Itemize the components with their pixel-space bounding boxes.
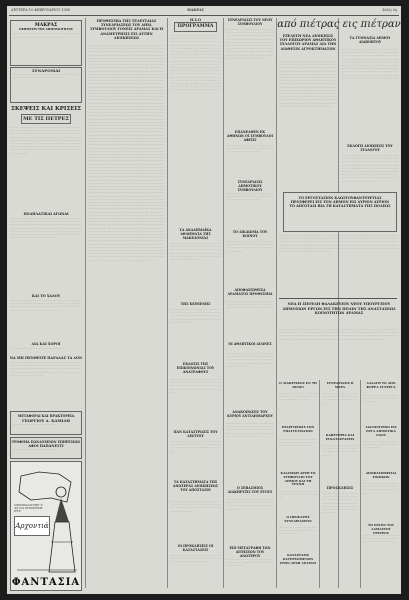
sub-column-c [363,382,399,590]
headline-president: Ο ΠΡΟΕΔΡΟΣ ΣΥΝΕΔΡΙΑΣΕΩΝ [284,515,312,523]
headline-gymnasium: ΤΑ ΓΥΜΝΑΣΙΑ ΔΗΜΟΥ ΔΙΑΒΟΗΤΟΥ [349,36,391,44]
section-script-heading: από πιέτρας εις πιέτραν [277,19,401,30]
header-date: ΔΕΥΤΕΡΑ 10 ΦΕΒΡΟΥΑΡΙΟΥ 1958 [11,8,70,12]
cycling-body: ······························· ································ ······························ ·································· ······························· ····························· ································· ······························· ······························ ································ ····························· ································· ······························ ······························· ································ ······························ ································· ····························· [10,217,82,240]
provocations-body: ···················· ····················· ··················· ···················· ····················· ···················· ··················· ····················· [170,554,221,564]
column-rule [276,18,277,588]
headline-athletic: ΟΙ ΑΘΛΗΤΙΚΟΙ ΑΓΩΝΕΣ [228,342,272,346]
program-tag: Η.Σ.Ο [190,18,201,22]
fashion-brand-box [14,516,50,536]
header-rule [9,15,399,16]
header-paper-name: ΜΑΚΡΑΣ [187,8,204,12]
notice-title: ΜΑΚΡΑΣ [34,23,58,28]
public-right-body: ···················· ················· ··················· ···················· ·················· ··················· ·················· ···················· ················· ··················· [226,240,275,253]
headline-cafeteria: ΚΑΦΕΤΗΡΙΑ ΚΑΙ ΕΓΚΑΤΑΣΤΑΣΕΙΣ [325,433,355,441]
headline-change: ΑΛΛΑΓΗ ΤΟ ΑΠΟ ΦΟΡΕΑ ΣΥΝΕΡΓΑ [366,381,396,389]
invitation-body: ·············· ··············· ············· ················ ·············· ··············· ············· ················ ·············· ··············· ············· ················ ·············· ··············· ············· ················ ·············· ··············· [322,492,358,515]
new-board-body: ························ ······················ ························ ······················· ······················ ························· ······················· ························ ······················ ························ ······················· ························· ······················ ······················· ························ ······················ ························ ······················· ······················ ························· ······················· ························ ······················ ························ ······················· ························· ······················ ······················· ························ ······················ ························ ······················· ······················ ························· ······················· ························ ······················ ························ ······················· ························· ······················ ······················· ························ [279,60,337,108]
headline-ministry: ΝΕΑ Η ΣΠΟΥΔΗ ΦΑΛΑΚΕΥΕΙΝ ΝΕΟΥ ΥΠΟΥΡΓΕΙΟΥ ΔΗΜΟΣΙΩΝ ΕΡΓΩΝ ΕΙΣ ΤΗΝ ΠΟΛΙΝ ΤΗΣ ΑΝΑΣΤΑΣΕΩΣ ΚΟΙΝΟΤΗΤΩΝ ΔΡΑΜΑΣ [282,302,396,316]
fashion-ad [10,461,82,591]
decisions-body: ···················· ·················· ··················· ·················· ···················· ················· ··················· ···················· ·················· [226,300,274,313]
headline-classic: ΚΛΑΣΣΙΚΗ ΑΡΧΗ ΤΟ ΣΥΜΒΟΥΛΙΟ ΤΟΥ ΔΗΜΟΥ ΚΑΙ ΤΗ ΤΕΧΝΗ [280,471,316,487]
headline-damask: ΤΟ ΕΡΓΟΝ ΤΟΥ ΔΑΜΑΣΤΟΥ ΕΞΕΥΡΟΣ [368,523,394,535]
headline-transfer: ΕΠΙ ΜΕΤΑΓΡΑΦΗ ΤΩΝ ΑΙΤΗΣΕΩΝ ΤΟΥ ΑΝΩΤΕΡΟΥ [229,546,271,558]
sub-column-a [279,382,317,590]
column-rule [223,18,224,588]
subscriptions-title: ΣΥΝΔΡΟΜΑΙ [31,68,61,73]
ad-supplies [10,437,82,459]
return-body: ··················· ·················· ···················· ················· ··················· ···················· ·················· ··················· [226,144,274,154]
headline-dispositional: Ο ΔΙΑΘΕΤΙΚΟΣ ΕΝ ΤΗ ΠΟΛΕΙ [279,381,317,389]
column-2 [88,18,165,590]
subscriptions-box [10,67,82,103]
column-4 [226,18,274,590]
new-council-body: ··················· ·················· ···················· ················· ··················· ···················· ·················· ··················· ·················· ···················· ················· ··················· ···················· ·················· ··················· ·················· ···················· ················· ··················· ···················· ·················· ··················· ·················· ···················· ················· ··················· ···················· ·················· ··················· [226,28,274,60]
headline-d: ΝΑ ΜΗ ΠΕΝΘΕΙΤΕ ΠΑΡΑΔΑΣ ΤΑ ΔΟΝ [9,356,83,360]
newspaper-page [7,6,401,594]
column-rule [85,18,86,588]
headline-academic: ΤΑ ΑΚΑΔΗΜΑΪΚΑ ΑΘΛΗΜΑΤΑ ΤΗΣ ΜΑΚΕΔΟΝΙΑΣ [179,228,212,240]
headline-contests: ΔΙΑΓΩΝΙΣΜΟΙ ΕΙΣ ΕΡΓΑ ΔΗΜΟΤΙΚΑ ΟΔΟΥ [365,425,397,437]
headline-declaration: Ο ΣΕΒΑΣΜΙΟΣ ΔΙΑΚΗΡΥΞΙΣ ΤΟΥ ΕΤΟΥΣ [227,486,273,494]
classic-body: ·············· ················ ··············· ················· ·············· ················ [279,490,317,500]
damask-body: ··············· ············· ················ ·············· ··············· ············· ················ ·············· [363,534,399,544]
headline-professions: ΕΞΑΡΓΥΡΩΣΙΣ ΤΩΝ ΕΠΑΓΓΕΛΜΑΤΩΝ [281,425,315,433]
column-subtitle: ΜΕ ΤΙΣ ΠΕΤΡΕΣ [23,116,69,122]
factory-notice-box [283,192,397,232]
section-rule [279,298,397,299]
column-body: ·································· ······························· ·························· ································ ······························ ································ ······························· ····························· ·································· ······························· ························ ································· ······························ ··························· ······························· ······························· ······························ ···························· ································ ······························ ··························· ······························ ································· [10,126,82,155]
headline-c: ΔΙΑ ΚΑΙ ΧΟΡΟΙ [31,342,61,346]
column-subtitle-box [21,114,71,124]
ad-supplies-text: ···························· ························ [13,448,57,451]
declaration-body: ···················· ················· ··················· ···················· ·················· ··················· ·················· ···················· ················· ··················· [226,498,275,511]
local-body: ·············· ··············· ············· ················ ·············· ··············· ············· ················ ·············· [363,482,399,495]
headline-cycling: ΠΟΔΗΛΑΤΙΚΑΙ ΑΓΩΝΑΙ [23,212,69,216]
professions-body: ················ ··············· ················· ·············· ················ ··············· ················ ·············· [279,438,317,448]
change-body: ·············· ··············· ············· ················ ·············· ··············· ············· [363,394,399,404]
column-rule [167,18,168,588]
contests-body: ··············· ············· ················ ·············· ··············· ············· ················ [363,440,399,450]
column-title: ΣΚΕΨΕΙΣ ΚΑΙ ΚΡΙΣΕΙΣ [10,106,82,112]
headline-invitation: ΠΡΟΣΚΛΗΣΙΣ [326,486,354,490]
headline-situation: ΚΑΤΑΣΤΑΣΙΣ ΚΑΤΕΡΧΟΜΕΝΟΝ ΣΤΗΝ ΑΡΧΗ ΔΡΑΜΑΣ [279,553,317,565]
headline-election: ΕΚΛΟΓΗ ΔΙΟΙΚΗΣΙΣ ΤΟΥ ΣΥΛΛΟΓΟΥ [347,144,393,152]
column-rule [319,380,320,588]
ad-transport [10,411,82,435]
body-b: ································ ······························ ······························· ································· ······························ ································ ······························ ·································· ····························· ································ [10,299,82,312]
fashion-brand-caption: ΦΑΝΤΑΣΙΑ [11,577,81,588]
ad-transport-text: ··························· ························· [13,423,57,426]
network-body: ···················· ····················· ··················· ···················· ····················· ···················· ··················· ····················· ···················· [170,440,221,453]
fashion-ad-text: ΠΡΟΣΚΑΛΟΥΜΕ ΣΑΣ ΝΑ ΕΠΙΣΚΕΦΘΗΤΕ [14,503,43,514]
transfer-body: ··················· ·················· ···················· ················· ··················· ···················· ·················· [226,558,274,568]
program-title-box [174,22,217,32]
headline-return: ΕΠΑΝΕΛΘΕΝ ΕΚ ΑΘΗΝΩΝ ΟΙ ΣΥΜΒΟΥΛΟΙ ΑΦΙΞΙΣ [227,130,273,142]
page-header [7,6,401,15]
council-session-body: ··································· ································· ······························· ·································· ······························ ································· ································ ································ ······························· ································· ································ ······························ ·································· ······························ ································· ······························· ································ ································ ······························ ································· ······························ ································ ································ ······························· ································· ································ ······························ ·································· ······························ ································· ······························· ································ ································ ······························ ································· ······························ ································ ································ ······························· ································· ································ ······························ ·································· ······························ ································· ······························· ································ ································ ······························ ································· ······························ ································ ································ ······························· ································· ································ ······························ ·································· ······························ ································· ······························· ································ ································ ······························ ································· ······························ ································ ································ ······························· ································· ································ ······························ ·································· ······························ ································· ······························· ································ ································ ······························ ································· ······························ ································ ································ ······························· ································· ································ ······························ ·································· ······························ ································· ······························· ································ ································ ······························ ································· ······························ ································ ································ ······························· ································· ································ ······························ ·································· ······························ ································· ······························· ································ ································ ······························ ································· ······························ ································ ································ ······························· ································· ································ ······························ ·································· ······························ ································· ······························· ································ ································ ······························ ································· ······························ ································ ································ ······························· ································· ································ ······························ ·································· ······························ ································· ······························· ································ ································ ······························ ································· ······························ ································ ································ ······························· ································· ································ ······························ ·································· ······························ ································· ······························· ································ ································ ······························ ································· ······························ ································ ································ ······························· ································· ································ ······························ ·································· ······························ ································· ······························· ································ ································ ······························ ································· ······························ ································ ································ ······························· ································· ································ ······························ ·································· ······························ ································· ······························· ································ ································ ······························ ································· ······························ ································ ································ ······························· ································· ································ ······························ ·································· [88,44,166,262]
president-body: ················ ··············· ················· ·············· ················ ··············· ················ [279,526,317,536]
headline-decisions: ΑΠΟΦΑΣΙΣΘΕΙΣΑ ΔΡΑΜΑΤΟΣ ΠΡΟΘΕΣΜΙΑ [227,288,273,296]
dispositional-body: ·············· ················ ··············· ················· ·············· ················ ··············· ················ [279,392,317,402]
program-title: ΠΡΟΓΡΑΜΜΑ [177,24,214,29]
ad-transport-line1: ΜΕΤΑΦΟΡΑΙ ΚΑΙ ΠΡΑΚΤΟΡΕΙΑ [17,414,75,418]
headline-b: ΚΑΙ ΤΟ ΧΑΛΟΥ [31,294,61,298]
cafeteria-body: ··············· ············· ················ ·············· ··············· ············· ················ ·············· ··············· [322,444,358,457]
column-3 [170,18,221,590]
headline-council-session: ΠΡΟΘΕΣΜΙΑ ΤΗΣ ΤΕΛΕΥΤΑΙΑΣ ΣΥΝΕΔΡΙΑΣΕΩΣ ΤΟΥ ΔΗΜ. ΣΥΜΒΟΥΛΙΟΥ ΓΟΝΕΙΣ ΔΡΑΜΑΣ ΚΑΙ Η ΑΝΑΜΕΤΡΗΣΙΣ ΕΙΣ ΑΥΤΗΝ ΔΙΟΙΚΗΣΕΩΣ [89,19,164,40]
headline-announcement: ΑΝΑΚΟΙΝΩΣΙΣ ΤΟΥ ΚΥΡΙΟΥ ΑΝΤΙΔΗΜΑΡΧΟΥ [227,410,273,418]
athletic-body: ··················· ·················· ···················· ················· ··················· ···················· ·················· ··················· ·················· ···················· ················· ··················· ···················· [226,352,274,368]
ad-supplies-line2: ΑΦΟΙ ΠΑΠΑΝΕΣΤΙ [28,444,64,448]
headline-new-board: ΕΞΕΛΕΓΗ ΝΕΑ ΔΙΟΙΚΗΣΙΣ ΤΟΥ ΕΠΙΧΩΡΙΟΥ ΑΘΛΗΤΙΚΟΥ ΣΥΛΛΟΓΟΥ ΔΡΑΜΑΣ ΔΙΑ ΤΗΝ ΔΙΑΘΕΣΙΝ ΑΓΡΟΚΤΗΜΑΤΩΝ [279,34,337,51]
municipal-session-body: ·················· ···················· ················· ··················· ···················· ·················· ··················· ·················· [226,192,274,202]
ad-supplies-line1: ΤΡΟΦΙΜΑ ΠΑΝΔΟΧΕΙΩΝ ΥΠΗΡΕΣΙΩΝ [11,440,81,444]
headline-municipal-session: ΣΥΝΕΔΡΙΑΣΙΣ ΔΗΜΟΤΙΚΟΥ ΣΥΜΒΟΥΛΙΟΥ [237,180,263,192]
headline-factory: ΤΟ ΕΡΓΟΣΤΑΣΙΟΝ ΚΛΩΣΤΟΥΦΑΝΤΟΥΡΓΙΑΣ ΠΡΟΣΦΕΡΕΙ ΕΙΣ ΤΟΝ ΔΗΜΟΝ ΕΙΣ ΑΥΡΙΟΝ ΑΥΡΙΟΝ ΤΟ ΑΠΟΣΤΑΣΙ ΒΙΑ ΤΗ ΚΑΤΑΣΤΗΜΑΤΑ ΤΗΣ ΠΟΛΕΩΣ [289,196,391,209]
headline-public-right: ΤΟ ΔΙΚΑΙΩΜΑ ΤΟΥ ΚΟΙΝΟΥ [232,230,268,238]
column-rule [360,380,361,588]
academic-body: ····················· ··················· ···················· ······················ ··················· ····················· ···················· ···················· ····················· ··················· ···················· ···················· ····················· ··················· ···················· ······················ [170,242,221,262]
headline-stores: ΤΑ ΚΑΤΑΣΤΗΜΑΤΑ ΤΗΣ ΑΝΩΤΕΡΑΣ ΔΙΟΙΚΗΣΕΩΣ ΤΟΥ ΑΠΟΣΤΑΣΙΝ [172,480,219,492]
column-1 [9,18,83,590]
stores-body: ····················· ··················· ···················· ······················ ··················· ····················· ···················· ···················· ····················· ··················· [170,500,221,513]
body-c: ······························· ································· [10,347,64,350]
headline-edition: ΕΚΔΟΣΙΣ ΤΗΣ ΕΠΙΚΟΙΝΩΝΙΑΣ ΤΟΥ ΑΝΑΤΡΑΦΟΥΣ [176,362,215,374]
fashion-brand: Αρχοντιά [15,522,49,530]
headline-provocations: ΟΙ ΠΡΟΚΛΗΣΕΙΣ ΟΙ ΚΑΤΑΣΤΑΣΕΙΣ [177,544,214,552]
election-body: ························ ······················· ······················ ························· ······················· ························ ······················ ························ ······················· ························· ······················ ······················· ························ ······················ ························ ······················· ······················ ························· ······················· ························ ······················ ························ ······················· ························· ······················ [341,154,399,183]
headline-text: ΤΗΣ ΚΕΙΜΕΝΗΣ [180,302,211,306]
gymnasium-body: ······················· ························ ······················ ························ ······················· ······················ ························· ······················· ························ ······················ ························ ······················· ························· ······················ ······················· ························ ······················ ························ ······················· ······················ ························· ······················· ························ ······················ ························ ······················· ························· ······················ ······················· [341,48,400,84]
headline-new-council: ΣΥΝΕΔΡΙΑΣΙΣ ΤΟΥ ΝΕΟΥ ΣΥΜΒΟΥΛΙΟΥ [227,18,273,26]
headline-local: ΑΠΟΦΑΣΙΣΘΕΙΣΑΙ ΤΟΠΙΚΩΝ [365,471,397,479]
text-body: ···················· ····················· ··················· ···················· ····················· ···················· ··················· ····················· ···················· ···················· ····················· ··················· ···················· [170,308,221,324]
ad-transport-line2: ΓΕΩΡΓΙΟΥ Δ. ΚΑΜΙΔΗ [22,418,70,423]
sub-column-b [322,382,358,590]
headline-network: ΠΑΝ ΚΑΤΑΣΤΡΩΣΙΣ ΤΟΥ ΔΙΚΤΥΟΥ [173,430,218,438]
subscriptions-text: ························· ···················· ·········· ···················· ··················· ··················· ············ ·········· [13,73,79,80]
body-d: ································· ······························ ································ ······························· ································· ······························ ································ ······························ ································· ······························· ······························ ································ [10,361,82,377]
header-page-number: Σελίς 3η [382,8,397,12]
headline-session-b: ΣΥΝΕΔΡΙΑΣΙΣ Β ΜΕΡΑ [326,381,354,389]
ministry-body: ························································ ······················································ ························································· ······················································ ························································ ······················································· ························································· ····················································· ························································ ······················································· [279,328,399,341]
notice-subtitle: ΕΦΗΜΕΡΙΣ ΤΗΣ ΔΗΜΟΣΙΟΤΗΤΟΣ [19,27,73,31]
notice-text: ·························· ···· ·················· ··················· ········· ················ ······················ ············ ·········· [13,32,80,39]
program-schedule: ·········· ········ ··········· ······· ·········· ········ ··········· ······· ·········· ········ ··········· ······· ·········· ········ ··········· ······· ·········· ········ ··········· ······· ·········· ········ ··········· ······· ·········· ········ ··········· ······· ·········· ········ ··········· ······· ·········· ········ ··········· ······· ·········· ········ ··········· ······· ·········· ········ ··········· ······· ·········· ········ ··········· ······· ·········· ········ ··········· ······· ·········· ········ ··········· ······· ·········· ········ ··········· ······· ·········· ········ ··········· ······· ·········· ········ ··········· ······· ·········· ········ ··········· ······· ·········· ········ ··········· ······· ·········· ········ ··········· ······· ·········· ········ ··········· ······· ·········· ········ ··········· ······· ·········· ········ ··········· ······· ·········· ········ ··········· ······· ·········· ········ ··········· ······· ·········· ········ ··········· ······· ·········· ········ ··········· ······· ·········· ········ [170,34,222,92]
session-b-body: ·············· ··············· ············· ················ ·············· ··············· ············· ················ ·············· [322,392,358,405]
edition-body: ····················· ··················· ···················· ······················ ··················· ····················· ···················· ···················· ····················· ··················· ···················· ···················· [170,378,221,394]
factory-body: ························································ ······················································ ························································· ······················································ ························································ ······················································· ························································· ····················································· ························································ ······················································· ························································· ······················································ ························································ ······················································· [279,234,399,254]
masthead-notice [10,20,82,66]
announcement-body: ·················· ···················· ················· ··················· ···················· ·················· ··················· ·················· ···················· ················· ··················· ···················· ·················· ··················· [226,422,274,438]
